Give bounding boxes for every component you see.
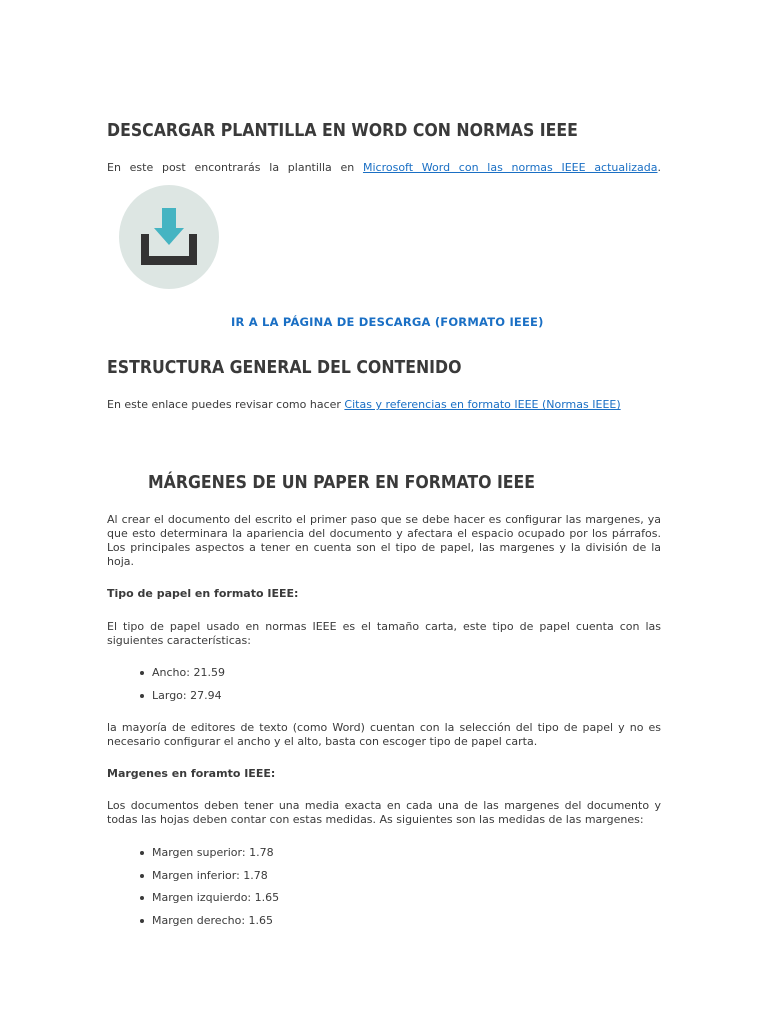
section-heading-structure: ESTRUCTURA GENERAL DEL CONTENIDO bbox=[107, 358, 462, 378]
word-template-link[interactable]: Microsoft Word con las normas IEEE actualizada bbox=[362, 161, 658, 174]
margin-values-list bbox=[138, 846, 279, 928]
intro-paragraph bbox=[107, 161, 661, 175]
citations-paragraph bbox=[107, 398, 667, 412]
list-item: Ancho: 21.59 bbox=[138, 666, 225, 680]
download-icon-button[interactable] bbox=[118, 184, 220, 290]
list-item: Margen derecho: 1.65 bbox=[138, 914, 279, 928]
intro-suffix: . bbox=[657, 161, 661, 174]
list-item: Margen inferior: 1.78 bbox=[138, 869, 279, 883]
citations-text: En este enlace puedes revisar como hacer bbox=[107, 398, 345, 411]
margins-title: Margenes en foramto IEEE: bbox=[107, 767, 276, 780]
citations-link[interactable]: Citas y referencias en formato IEEE (Normas IEEE) bbox=[344, 398, 621, 411]
paper-note-paragraph: la mayoría de editores de texto (como Word) cuentan con la selección del tipo de papel y no es necesario configurar el ancho y el alto, basta con escoger tipo de papel carta. bbox=[107, 721, 661, 748]
download-tray-icon bbox=[118, 184, 220, 290]
list-item: Margen izquierdo: 1.65 bbox=[138, 891, 279, 905]
margins-intro-paragraph: Al crear el documento del escrito el primer paso que se debe hacer es configurar las margenes, ya que esto determinara la apariencia del documento y afectara el espacio ocupado por los párrafos. Los principales aspectos a tener en cuenta son el tipo de papel, las margenes y la división de la hoja. bbox=[107, 513, 661, 568]
section-heading-download: DESCARGAR PLANTILLA EN WORD CON NORMAS IEEE bbox=[107, 121, 578, 141]
paper-dimensions-list bbox=[138, 666, 225, 703]
intro-text: En este post encontrarás la plantilla en bbox=[107, 161, 363, 174]
paper-type-paragraph: El tipo de papel usado en normas IEEE es el tamaño carta, este tipo de papel cuenta con las siguientes características: bbox=[107, 620, 661, 647]
paper-type-title: Tipo de papel en formato IEEE: bbox=[107, 587, 299, 600]
list-item: Largo: 27.94 bbox=[138, 689, 225, 703]
section-heading-margins: MÁRGENES DE UN PAPER EN FORMATO IEEE bbox=[148, 473, 536, 493]
download-page-link[interactable]: IR A LA PÁGINA DE DESCARGA (FORMATO IEEE) bbox=[231, 315, 544, 329]
margins-paragraph: Los documentos deben tener una media exacta en cada una de las margenes del documento y todas las hojas deben contar con estas medidas. As siguientes son las medidas de las margenes: bbox=[107, 799, 661, 826]
list-item: Margen superior: 1.78 bbox=[138, 846, 279, 860]
